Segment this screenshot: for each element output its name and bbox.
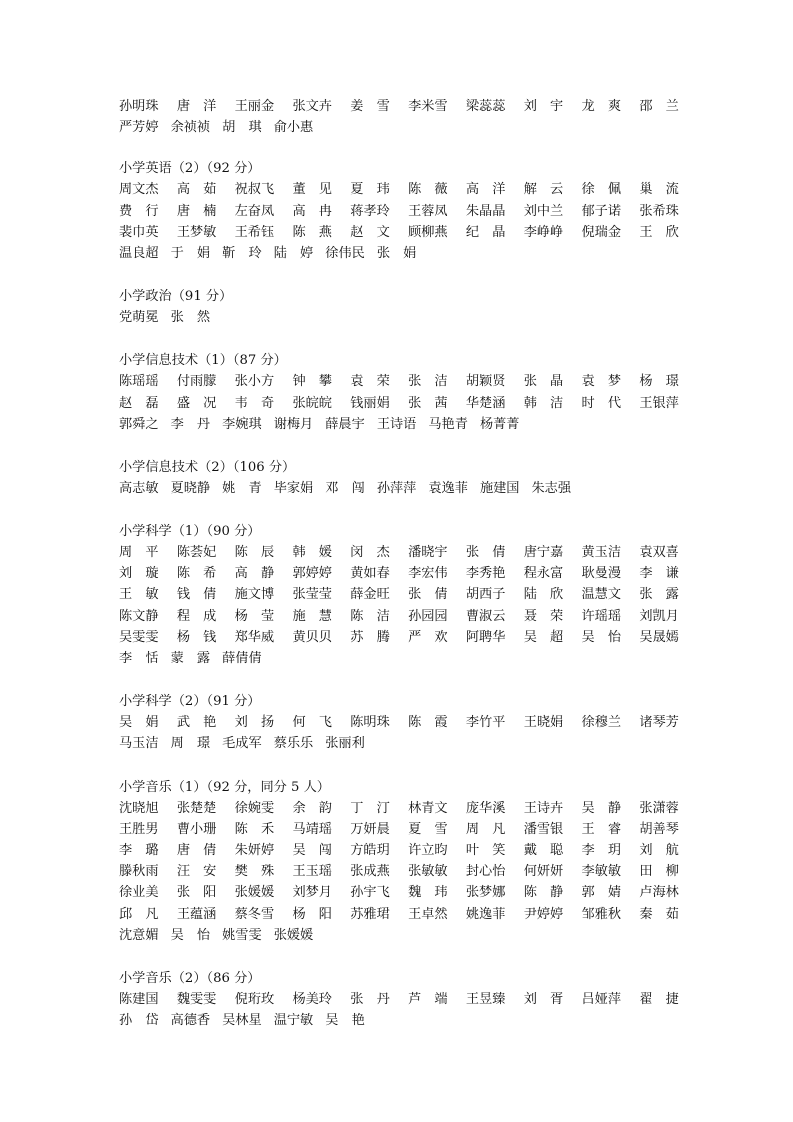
person-name: 李秀艳: [465, 566, 506, 582]
person-name: 何 飞: [292, 715, 332, 731]
person-name: 周 璟: [170, 736, 211, 752]
person-name: 张 晶: [523, 374, 564, 390]
person-name: 董 见: [292, 182, 332, 198]
person-name: 刘 胥: [523, 991, 564, 1007]
person-name: 杨 钱: [176, 629, 217, 645]
name-row: [119, 222, 679, 243]
person-name: 薛晨宇: [325, 416, 365, 432]
person-name: 邵 兰: [639, 99, 679, 114]
name-row: [119, 925, 679, 946]
name-row: [119, 861, 679, 882]
person-name: 张文卉: [292, 99, 332, 114]
person-name: 王 敏: [119, 587, 159, 603]
name-row: [119, 201, 679, 222]
person-name: 陈 薇: [408, 182, 448, 198]
person-name: 左奋凤: [234, 203, 275, 219]
person-name: 黄如春: [350, 566, 390, 582]
person-name: 张敏敏: [408, 864, 448, 880]
person-name: 钱 倩: [176, 587, 217, 603]
person-name: 刘凯月: [639, 608, 679, 624]
person-name: 张楚楚: [176, 800, 217, 816]
person-name: 刘中兰: [523, 203, 564, 219]
person-name: 张媛媛: [234, 885, 275, 901]
person-name: 李竹平: [465, 715, 506, 731]
person-name: 费 行: [119, 203, 159, 219]
person-name: 严 欢: [408, 629, 448, 645]
person-name: 王希钰: [234, 224, 275, 240]
person-name: 余祯祯: [170, 120, 211, 136]
person-name: 张希珠: [639, 203, 679, 219]
person-name: 解 云: [523, 182, 564, 198]
person-name: 吴 超: [523, 629, 564, 645]
person-name: 郭 婧: [581, 885, 622, 901]
person-name: 韩 媛: [292, 545, 332, 561]
person-name: 李米雪: [408, 99, 448, 114]
person-name: 苏雅珺: [350, 906, 390, 922]
person-name: 周 凡: [465, 821, 506, 837]
person-name: 杨 莹: [234, 608, 275, 624]
person-name: 郁子诺: [581, 203, 622, 219]
person-name: 袁 荣: [350, 374, 390, 390]
person-name: 万妍晨: [350, 821, 390, 837]
person-name: 张 倩: [408, 587, 448, 603]
person-name: 黄贝贝: [292, 629, 332, 645]
person-name: 邓 闯: [325, 480, 365, 496]
person-name: 张 阳: [176, 885, 217, 901]
person-name: 王胜男: [119, 821, 159, 837]
person-name: 高 静: [234, 566, 275, 582]
person-name: 汪 安: [176, 864, 217, 880]
person-name: 华楚涵: [465, 395, 506, 411]
person-name: 王诗卉: [523, 800, 564, 816]
person-name: 沈晓旭: [119, 800, 159, 816]
person-name: 赵 磊: [119, 395, 159, 411]
person-name: 李 璐: [119, 842, 159, 858]
name-row: [119, 393, 679, 414]
person-name: 王梦敏: [176, 224, 217, 240]
person-name: 邹雅秋: [581, 906, 622, 922]
person-name: 钱丽娟: [350, 395, 390, 411]
person-name: 袁双喜: [639, 545, 679, 561]
person-name: 张梦娜: [465, 885, 506, 901]
person-name: 温宁敏: [273, 1013, 314, 1029]
person-name: 张小方: [234, 374, 275, 390]
person-name: 刘 扬: [234, 715, 275, 731]
person-name: 倪瑞金: [581, 224, 622, 240]
person-name: 徐穆兰: [581, 715, 622, 731]
person-name: 高志敏: [119, 480, 159, 496]
name-row: [119, 648, 679, 669]
name-row: [119, 904, 679, 925]
person-name: 袁 梦: [581, 374, 622, 390]
person-name: 胡善琴: [639, 821, 679, 837]
person-name: 陈 洁: [350, 608, 390, 624]
person-name: 朱志强: [531, 480, 572, 496]
person-name: 唐宁嘉: [523, 545, 564, 561]
award-section: [119, 521, 679, 669]
person-name: 蔡冬雪: [234, 906, 275, 922]
person-name: 朱妍婷: [234, 842, 275, 858]
person-name: 严芳婷: [119, 120, 159, 136]
section-heading: 小学音乐（2）（86 分）: [119, 970, 261, 986]
person-name: 陆 婷: [273, 245, 314, 261]
person-name: 吴 闯: [292, 842, 332, 858]
name-row: [119, 1010, 679, 1031]
person-name: 蒋孝玲: [350, 203, 390, 219]
person-name: 王蓉凤: [408, 203, 448, 219]
name-row: [119, 414, 679, 435]
name-row: [119, 989, 679, 1010]
name-row: [119, 542, 679, 563]
person-name: 林青文: [408, 800, 448, 816]
person-name: 钟 攀: [292, 374, 332, 390]
person-name: 薛倩倩: [222, 651, 262, 666]
name-row: [119, 179, 679, 200]
award-section: [119, 777, 679, 946]
name-row: [119, 627, 679, 648]
name-row: [119, 96, 679, 117]
person-name: 孙宇飞: [350, 885, 390, 901]
person-name: 盛 况: [176, 395, 217, 411]
person-name: 庞华溪: [465, 800, 506, 816]
person-name: 韩 洁: [523, 395, 564, 411]
person-name: 高 茹: [176, 182, 217, 198]
person-name: 朱晶晶: [465, 203, 506, 219]
name-row: [119, 840, 679, 861]
person-name: 刘梦月: [292, 885, 332, 901]
person-name: 唐 倩: [176, 842, 217, 858]
person-name: 陆 欣: [523, 587, 564, 603]
person-name: 王银萍: [639, 395, 679, 411]
person-name: 黄玉洁: [581, 545, 622, 561]
person-name: 付雨朦: [176, 374, 217, 390]
person-name: 祝叔飞: [234, 182, 275, 198]
person-name: 陈文静: [119, 608, 159, 624]
person-name: 许立昀: [408, 842, 448, 858]
person-name: 靳 玲: [222, 245, 262, 261]
person-name: 吴雯雯: [119, 629, 159, 645]
person-name: 张 倩: [465, 545, 506, 561]
person-name: 王 睿: [581, 821, 622, 837]
person-name: 孙萍萍: [376, 480, 417, 496]
person-name: 周 平: [119, 545, 159, 561]
person-name: 纪 晶: [465, 224, 506, 240]
person-name: 耿曼漫: [581, 566, 622, 582]
person-name: 李宏伟: [408, 566, 448, 582]
person-name: 芦 端: [408, 991, 448, 1007]
person-name: 张 丹: [350, 991, 390, 1007]
person-name: 温慧文: [581, 587, 622, 603]
person-name: 秦 茹: [639, 906, 679, 922]
person-name: 杨美玲: [292, 991, 332, 1007]
person-name: 李 谦: [639, 566, 679, 582]
section-heading: 小学科学（1）（90 分）: [119, 524, 261, 540]
person-name: 王丽金: [234, 99, 275, 114]
person-name: 吕娅萍: [581, 991, 622, 1007]
name-row: [119, 563, 679, 584]
person-name: 张 茜: [408, 395, 448, 411]
person-name: 张媛媛: [273, 927, 314, 943]
name-row: [119, 733, 679, 754]
person-name: 陈 希: [176, 566, 217, 582]
name-row: [119, 712, 679, 733]
person-name: 谢梅月: [273, 416, 314, 432]
person-name: 马艳青: [428, 416, 468, 432]
name-row: [119, 606, 679, 627]
person-name: 陈 静: [523, 885, 564, 901]
person-name: 潘晓宇: [408, 545, 448, 561]
person-name: 王 欣: [639, 224, 679, 240]
person-name: 郭舜之: [119, 416, 159, 432]
person-name: 叶 笑: [465, 842, 506, 858]
person-name: 魏雯雯: [176, 991, 217, 1007]
person-name: 方皓玥: [350, 842, 390, 858]
person-name: 杨 璟: [639, 374, 679, 390]
person-name: 裴巾英: [119, 224, 159, 240]
person-name: 吴晟嫣: [639, 629, 679, 645]
name-row: [119, 243, 679, 264]
person-name: 袁逸菲: [428, 480, 468, 496]
person-name: 苏 腾: [350, 629, 390, 645]
person-name: 夏 玮: [350, 182, 390, 198]
person-name: 巢 流: [639, 182, 679, 198]
person-name: 王蕴涵: [176, 906, 217, 922]
name-row: [119, 882, 679, 903]
person-name: 陈瑶瑶: [119, 374, 159, 390]
person-name: 刘 宇: [523, 99, 564, 114]
person-name: 张潇蓉: [639, 800, 679, 816]
person-name: 蒙 露: [170, 651, 211, 666]
person-name: 陈 霞: [408, 715, 448, 731]
person-name: 张 露: [639, 587, 679, 603]
person-name: 滕秋雨: [119, 864, 159, 880]
person-name: 王卓然: [408, 906, 448, 922]
person-name: 倪珩玫: [234, 991, 275, 1007]
person-name: 王玉瑶: [292, 864, 332, 880]
person-name: 张 娟: [376, 245, 417, 261]
person-name: 吴 怡: [581, 629, 622, 645]
award-section: [119, 691, 679, 754]
person-name: 沈意媚: [119, 927, 159, 943]
person-name: 杨 阳: [292, 906, 332, 922]
person-name: 曹淑云: [465, 608, 506, 624]
person-name: 李敏敏: [581, 864, 622, 880]
person-name: 闵 杰: [350, 545, 390, 561]
person-name: 徐伟民: [325, 245, 365, 261]
person-name: 张丽利: [325, 736, 365, 752]
person-name: 姚 青: [222, 480, 262, 496]
person-name: 武 艳: [176, 715, 217, 731]
person-name: 王昱臻: [465, 991, 506, 1007]
name-row: [119, 307, 679, 328]
person-name: 郭婷婷: [292, 566, 332, 582]
person-name: 唐 洋: [176, 99, 217, 114]
award-section: [119, 96, 679, 138]
person-name: 翟 捷: [639, 991, 679, 1007]
person-name: 施建国: [479, 480, 520, 496]
person-name: 许瑶瑶: [581, 608, 622, 624]
section-heading: 小学音乐（1）（92 分，同分 5 人）: [119, 779, 330, 795]
award-section: [119, 286, 679, 328]
person-name: 吴 娟: [119, 715, 159, 731]
person-name: 李婉琪: [222, 416, 262, 432]
person-name: 夏晓静: [170, 480, 211, 496]
person-name: 吴林星: [222, 1013, 262, 1029]
person-name: 王晓娟: [523, 715, 564, 731]
person-name: 吴 静: [581, 800, 622, 816]
section-heading: 小学信息技术（2）（106 分）: [119, 459, 296, 475]
section-heading: 小学政治（91 分）: [119, 289, 233, 305]
person-name: 夏 雪: [408, 821, 448, 837]
name-row: [119, 819, 679, 840]
person-name: 赵 文: [350, 224, 390, 240]
person-name: 吴 艳: [325, 1013, 365, 1029]
person-name: 余 韵: [292, 800, 332, 816]
person-name: 尹婷婷: [523, 906, 564, 922]
person-name: 邱 凡: [119, 906, 159, 922]
person-name: 韦 奇: [234, 395, 275, 411]
person-name: 高德香: [170, 1013, 211, 1029]
person-name: 杨菁菁: [479, 416, 520, 432]
person-name: 胡 琪: [222, 120, 262, 136]
person-name: 徐业美: [119, 885, 159, 901]
person-name: 张 然: [170, 310, 211, 326]
person-name: 王诗语: [376, 416, 417, 432]
person-name: 蔡乐乐: [273, 736, 314, 752]
award-section: [119, 158, 679, 264]
person-name: 高 冉: [292, 203, 332, 219]
person-name: 诸琴芳: [639, 715, 679, 731]
person-name: 姜 雪: [350, 99, 390, 114]
person-name: 唐 楠: [176, 203, 217, 219]
person-name: 马玉洁: [119, 736, 159, 752]
person-name: 施 慧: [292, 608, 332, 624]
name-row: [119, 798, 679, 819]
person-name: 曹小珊: [176, 821, 217, 837]
person-name: 时 代: [581, 395, 622, 411]
person-name: 吴 怡: [170, 927, 211, 943]
person-name: 陈建国: [119, 991, 159, 1007]
person-name: 樊 殊: [234, 864, 275, 880]
name-row: [119, 117, 679, 138]
person-name: 张成燕: [350, 864, 390, 880]
person-name: 高 洋: [465, 182, 506, 198]
person-name: 梁蕊蕊: [465, 99, 506, 114]
person-name: 张皖皖: [292, 395, 332, 411]
person-name: 李 玥: [581, 842, 622, 858]
person-name: 程永富: [523, 566, 564, 582]
person-name: 于 娟: [170, 245, 211, 261]
person-name: 封心怡: [465, 864, 506, 880]
person-name: 马靖瑶: [292, 821, 332, 837]
person-name: 丁 汀: [350, 800, 390, 816]
person-name: 李 丹: [170, 416, 211, 432]
person-name: 徐 佩: [581, 182, 622, 198]
person-name: 孙 岱: [119, 1013, 159, 1029]
person-name: 李峥峥: [523, 224, 564, 240]
person-name: 戴 聪: [523, 842, 564, 858]
award-section: [119, 350, 679, 435]
person-name: 李 恬: [119, 651, 159, 666]
person-name: 何妍妍: [523, 864, 564, 880]
person-name: 周文杰: [119, 182, 159, 198]
person-name: 陈荟妃: [176, 545, 217, 561]
person-name: 田 柳: [639, 864, 679, 880]
person-name: 刘 航: [639, 842, 679, 858]
person-name: 胡西子: [465, 587, 506, 603]
person-name: 魏 玮: [408, 885, 448, 901]
person-name: 姚雪雯: [222, 927, 262, 943]
person-name: 薛金旺: [350, 587, 390, 603]
person-name: 陈明珠: [350, 715, 390, 731]
person-name: 毕家娟: [273, 480, 314, 496]
person-name: 卢海林: [639, 885, 679, 901]
person-name: 温良超: [119, 245, 159, 261]
section-heading: 小学信息技术（1）（87 分）: [119, 353, 287, 369]
person-name: 陈 辰: [234, 545, 275, 561]
person-name: 潘雪银: [523, 821, 564, 837]
person-name: 陈 禾: [234, 821, 275, 837]
person-name: 施文博: [234, 587, 275, 603]
person-name: 胡颖贤: [465, 374, 506, 390]
person-name: 姚逸菲: [465, 906, 506, 922]
name-list-document: [119, 96, 679, 1053]
name-row: [119, 371, 679, 392]
person-name: 阿聘华: [465, 629, 506, 645]
person-name: 聂 荣: [523, 608, 564, 624]
person-name: 孙园园: [408, 608, 448, 624]
person-name: 俞小惠: [273, 120, 314, 136]
name-row: [119, 478, 679, 499]
person-name: 张 洁: [408, 374, 448, 390]
person-name: 顾柳燕: [408, 224, 448, 240]
award-section: [119, 457, 679, 499]
person-name: 刘 璇: [119, 566, 159, 582]
name-row: [119, 584, 679, 605]
section-heading: 小学科学（2）（91 分）: [119, 694, 261, 710]
person-name: 郑华威: [234, 629, 275, 645]
person-name: 徐婉雯: [234, 800, 275, 816]
person-name: 龙 爽: [581, 99, 622, 114]
person-name: 毛成军: [222, 736, 262, 752]
person-name: 张莹莹: [292, 587, 332, 603]
person-name: 党萌冕: [119, 310, 159, 326]
award-section: [119, 968, 679, 1031]
person-name: 程 成: [176, 608, 217, 624]
person-name: 孙明珠: [119, 99, 159, 114]
section-heading: 小学英语（2）（92 分）: [119, 161, 261, 177]
person-name: 陈 燕: [292, 224, 332, 240]
